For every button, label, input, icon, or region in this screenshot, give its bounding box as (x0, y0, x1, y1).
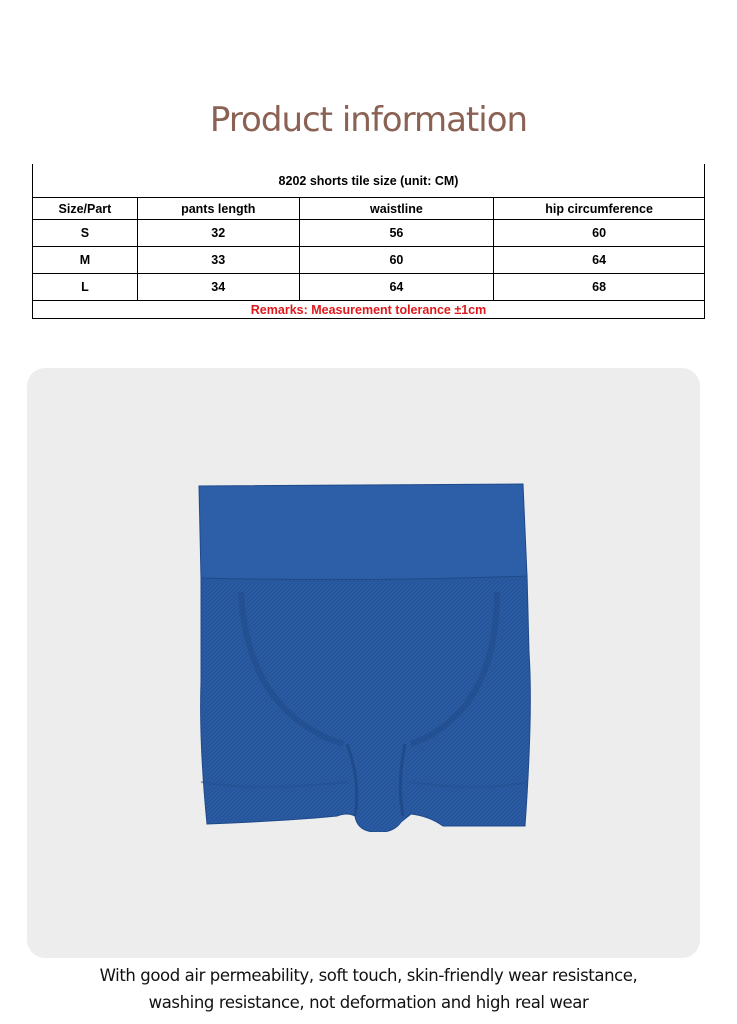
size-table (32, 164, 705, 319)
table-cell: 56 (299, 220, 494, 247)
table-caption: 8202 shorts tile size (unit: CM) (33, 164, 705, 198)
header-hip-circumference: hip circumference (494, 198, 705, 220)
page-title: Product information (209, 100, 528, 140)
description-line-2: washing resistance, not deformation and high real wear (148, 993, 589, 1012)
table-cell: 64 (299, 274, 494, 301)
table-cell: 60 (494, 220, 705, 247)
shorts-image (197, 482, 559, 832)
table-row (33, 220, 705, 247)
table-row (33, 247, 705, 274)
product-photo-card (27, 368, 700, 958)
table-cell: S (33, 220, 138, 247)
table-cell: 68 (494, 274, 705, 301)
header-size-part: Size/Part (33, 198, 138, 220)
description-line-1: With good air permeability, soft touch, skin-friendly wear resistance, (99, 966, 638, 985)
table-cell: M (33, 247, 138, 274)
table-header-row (33, 198, 705, 220)
table-cell: 33 (137, 247, 299, 274)
table-cell: 34 (137, 274, 299, 301)
table-cell: 64 (494, 247, 705, 274)
table-cell: 60 (299, 247, 494, 274)
table-remarks: Remarks: Measurement tolerance ±1cm (33, 301, 705, 319)
header-waistline: waistline (299, 198, 494, 220)
table-row (33, 274, 705, 301)
table-cell: L (33, 274, 138, 301)
table-cell: 32 (137, 220, 299, 247)
header-pants-length: pants length (137, 198, 299, 220)
